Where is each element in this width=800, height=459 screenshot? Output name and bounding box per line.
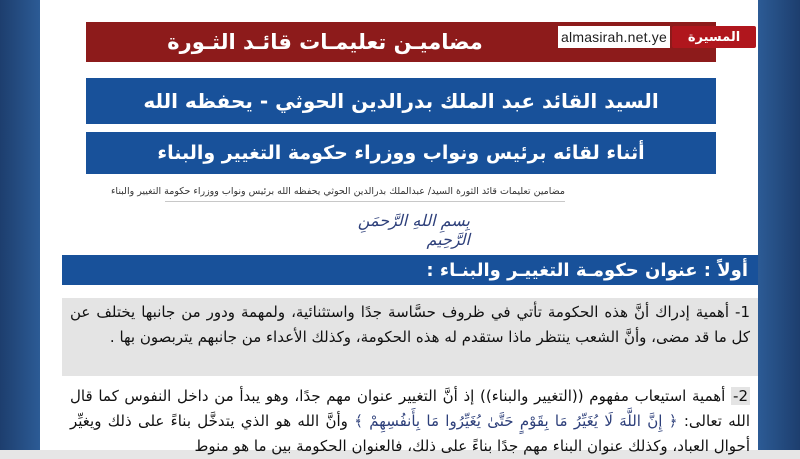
- leader-banner: السيد القائد عبد الملك بدرالدين الحوثي - يحفظه الله: [86, 78, 716, 124]
- paragraph-text: أهمية استيعاب مفهوم ((التغيير والبناء)) إذ أنَّ التغيير عنوان مهم جدًا، وهو يبدأ من داخل النفوس كما قال الله تعالى:: [70, 387, 750, 430]
- breadcrumb-divider: [165, 201, 565, 202]
- breadcrumb: مضامين تعليمات قائد الثورة السيد/ عبدالملك بدرالدين الحوثي يحفظه الله برئيس ونواب ووزراء حكومة التغيير والبناء: [110, 186, 565, 197]
- paragraph-1: 1- أهمية إدراك أنَّ هذه الحكومة تأتي في ظروف حسَّاسة جدًا واستثنائية، ولمهمة ودور من جانبها يختلف عن كل ما قد مضى، وأنَّ الشعب ينتظر ماذا ستقدم له هذه الحكومة، وكذلك الأعداء من جانبهم يتربصون بها .: [62, 298, 758, 376]
- paragraph-2: [62, 384, 758, 454]
- occasion-banner: أثناء لقائه برئيس ونواب ووزراء حكومة التغيير والبناء: [86, 132, 716, 174]
- left-side-panel: [0, 0, 40, 450]
- page-title: مضاميـن تعليمـات قائـد الثـورة: [167, 30, 483, 54]
- channel-logo: المسيرة: [672, 26, 756, 48]
- paragraph-text-continued: وأنَّ الله هو الذي يتدخَّل بناءً على ذلك ويغيِّر أحوال العباد، وكذلك عنوان البناء مهم جدًا بناءً على ذلك، فالعنوان الحكومة بين ما هو منوط: [70, 412, 750, 455]
- basmala-calligraphy: بِسمِ اللهِ الرَّحمَنِ الرَّحِيم: [357, 211, 470, 249]
- site-url[interactable]: almasirah.net.ye: [558, 26, 670, 48]
- section-heading: أولاً : عنوان حكومـة التغييـر والبنـاء :: [62, 255, 758, 285]
- paragraph-number: 2-: [733, 387, 748, 405]
- right-side-panel: [758, 0, 800, 450]
- quran-verse: ﴿ إِنَّ اللَّهَ لَا يُغَيِّرُ مَا بِقَوْمٍ حَتَّىٰ يُغَيِّرُوا مَا بِأَنفُسِهِمْ ﴾: [354, 412, 678, 430]
